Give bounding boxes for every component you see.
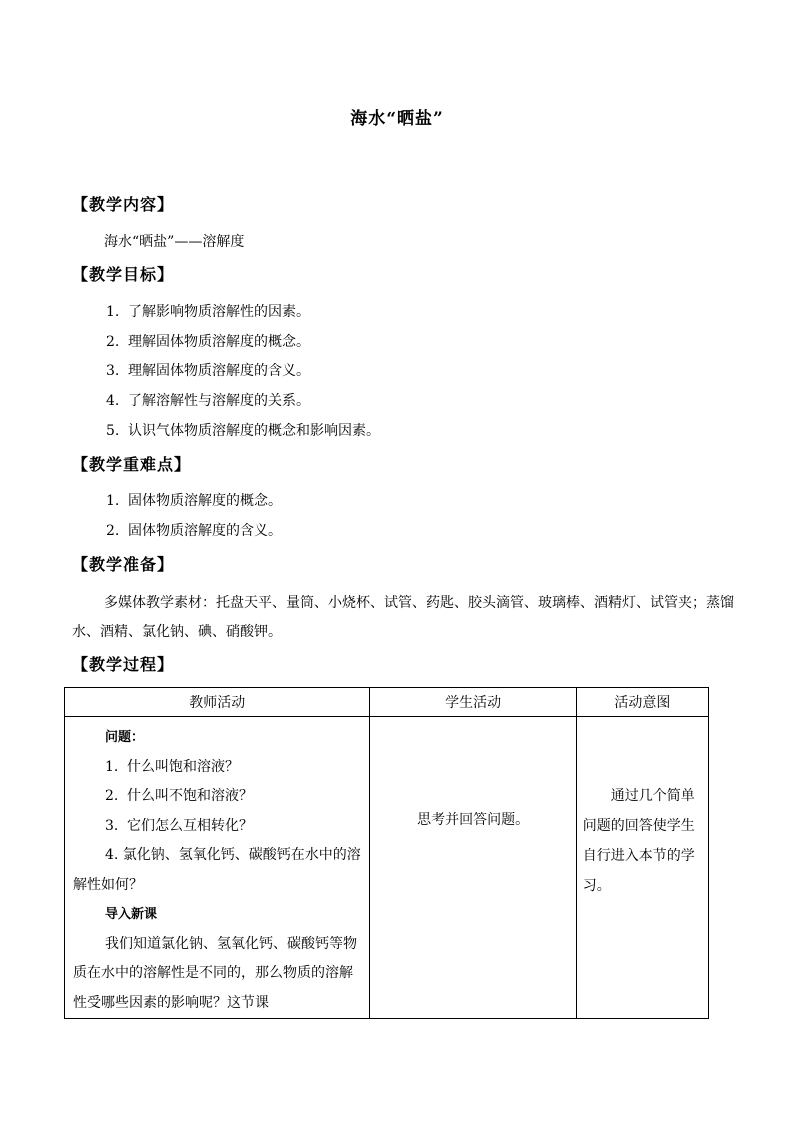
objective-item: 1. 了解影响物质溶解性的因素。 [106, 304, 310, 320]
objective-item: 2. 理解固体物质溶解度的概念。 [106, 334, 310, 350]
heading-key-points: 【教学重难点】 [72, 455, 192, 474]
question-item: 2. 什么叫不饱和溶液？ [105, 788, 253, 804]
objective-item: 3. 理解固体物质溶解度的含义。 [106, 363, 310, 379]
table-row [65, 717, 709, 1019]
question-item-4: 4. 氯化钠、氢氧化钙、碳酸钙在水中的溶解性如何？ [73, 847, 361, 893]
student-activity-text: 思考并回答问题。 [417, 812, 530, 828]
preparation-text: 多媒体教学素材：托盘天平、量筒、小烧杯、试管、药匙、胶头滴管、玻璃棒、酒精灯、试管夹；蒸馏水、酒精、氯化钠、碘、硝酸钾。 [72, 595, 734, 640]
header-activity-intent: 活动意图 [576, 688, 708, 717]
heading-preparation: 【教学准备】 [72, 555, 175, 574]
process-table [64, 687, 709, 1019]
table-header-row [65, 688, 709, 717]
question-item: 3. 它们怎么互相转化？ [105, 817, 253, 834]
activity-intent-text: 通过几个简单问题的回答使学生自行进入本节的学习。 [582, 788, 695, 894]
header-student-activity: 学生活动 [370, 688, 576, 717]
question-label: 问题： [105, 730, 145, 745]
key-point-item: 1. 固体物质溶解度的概念。 [106, 493, 282, 509]
activity-intent-cell [576, 717, 708, 1019]
objective-item: 5. 认识气体物质溶解度的概念和影响因素。 [106, 423, 380, 439]
student-activity-cell [370, 717, 576, 1019]
heading-process: 【教学过程】 [72, 655, 175, 674]
document-title: 海水“晒盐” [350, 109, 444, 129]
heading-content: 【教学内容】 [72, 195, 175, 214]
header-teacher-activity: 教师活动 [65, 688, 370, 717]
content-text: 海水“晒盐”——溶解度 [104, 234, 245, 250]
question-item: 1. 什么叫饱和溶液？ [105, 758, 239, 775]
intro-text: 我们知道氯化钠、氢氧化钙、碳酸钙等物质在水中的溶解性是不同的，那么物质的溶解性受哪些因素的影响呢？这节课 [73, 935, 357, 1011]
intro-label: 导入新课 [105, 907, 158, 922]
heading-objectives: 【教学目标】 [72, 265, 175, 284]
key-point-item: 2. 固体物质溶解度的含义。 [106, 523, 282, 539]
objective-item: 4. 了解溶解性与溶解度的关系。 [106, 393, 310, 409]
teacher-activity-cell [65, 717, 370, 1019]
